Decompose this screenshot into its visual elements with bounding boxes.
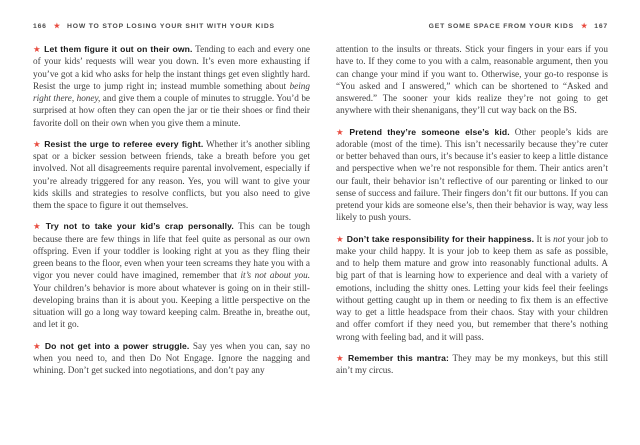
paragraph-lead: Let them figure it out on their own. xyxy=(44,44,193,54)
paragraph-body: It is xyxy=(534,233,554,244)
bullet-paragraph xyxy=(33,43,310,129)
paragraph-lead: Try not to take your kid’s crap personally. xyxy=(45,221,234,232)
bullet-paragraph xyxy=(336,233,608,343)
running-header-left xyxy=(33,22,310,30)
paragraph-body-italic: not xyxy=(553,233,565,244)
page-left xyxy=(33,22,310,376)
paragraph-lead: Don’t take responsibility for their happiness. xyxy=(346,233,535,244)
paragraph-body-italic: being right there, honey, xyxy=(33,80,310,103)
paragraph-body: your job to make your child happy. It is your job to keep them as safe as possible, and to help them mature and grow into reasonably functional adults. A big part of that is learning how to experience and deal with a variety of emotions, including the shitty ones. Letting your kids feel their feelings without getting caught up in them or needing to fix them is an effective way to get a little headspace from their chaos. Stay with your children and offer comfort if they need you, but remember that there’s nothing wrong with feeling bad, and it will pass. xyxy=(336,233,608,342)
star-bullet-icon: ★ xyxy=(33,44,42,54)
page-number: 166 xyxy=(33,23,47,30)
paragraph-body: Tending to each and every one of your kids’ requests will wear you down. It’s even more exhausting if you’ve got a kid who asks for help the instant things get even slightly hard. Resist the urge to jump right in; instead mumble something about xyxy=(33,44,310,91)
continuation-paragraph xyxy=(336,43,608,117)
paragraph-lead: Do not get into a power struggle. xyxy=(44,340,190,351)
bullet-paragraph xyxy=(336,352,608,377)
running-header-title: GET SOME SPACE FROM YOUR KIDS xyxy=(428,23,574,30)
running-header-title: HOW TO STOP LOSING YOUR SHIT WITH YOUR KIDS xyxy=(67,23,275,30)
paragraph-body-italic: it’s not about you. xyxy=(240,270,310,281)
page-number: 167 xyxy=(594,23,608,30)
paragraph-body: Whether it’s another sibling spat or a bicker session between friends, take a breath before you get involved. Not all disagreements require parental involvement, especially if you’re already triggered for any reason. Yes, you will want to give your kids skills and strategies to resolve conflicts, but you also need to give them the space to figure it out themselves. xyxy=(33,138,310,210)
bullet-paragraph xyxy=(336,126,608,224)
paragraph-body: Your children’s behavior is more about whatever is going on in their still-developing brains than it is about you. Keeping a little perspective on the situation will go a long way toward keeping calm. Breathe in, breathe out, and let it go. xyxy=(33,282,310,330)
star-icon: ★ xyxy=(580,23,588,30)
paragraph-body: This can be tough because there are few things in life that feel quite as personal as our own offspring. Even if your toddler is looking right at you as they fling their green beans to the floor, even when your teen screams they hate you with a vigor you never could have imagined, remember that xyxy=(33,221,310,281)
star-bullet-icon: ★ xyxy=(33,340,42,351)
paragraph-body: Say yes when you can, say no when you need to, and then Do Not Engage. Ignore the nagging and whining. Don’t get sucked into negotiations, and don’t pay any xyxy=(33,340,310,375)
bullet-paragraph xyxy=(33,220,310,330)
star-bullet-icon: ★ xyxy=(33,221,43,232)
star-bullet-icon: ★ xyxy=(336,126,347,137)
page-right xyxy=(336,22,608,376)
paragraph-lead: Resist the urge to referee every fight. xyxy=(44,138,204,149)
paragraph-body: attention to the insults or threats. Stick your fingers in your ears if you have to. If they come to you with a calm, reasonable argument, then you can change your mind if you want to. Otherwise, your go-to response is “You asked and I answered,” which can be shortened to “Asked and answered.” The sooner your kids realize they’re not going to get anywhere with their shenanigans, they’ll cut way back on the BS. xyxy=(336,44,608,116)
star-bullet-icon: ★ xyxy=(336,233,344,244)
paragraph-lead: Remember this mantra: xyxy=(348,352,449,363)
star-icon: ★ xyxy=(53,23,61,30)
paragraph-body: and give them a couple of minutes to struggle. You’d be surprised at how often they can open the jar or tie their shoes or find their favorite doll on their own when you give them a minute. xyxy=(33,93,310,128)
star-bullet-icon: ★ xyxy=(336,352,346,363)
page-body xyxy=(33,43,310,376)
bullet-paragraph xyxy=(33,340,310,377)
star-bullet-icon: ★ xyxy=(33,138,42,149)
paragraph-body: Other people’s kids are adorable (most of the time). This isn’t necessarily because they’re cuter or better behaved than ours, it’s because it’s easier to keep a little distance and perspective when we’re not responsible for them. Their antics aren’t our fault, their behavior isn’t reflective of our parenting or linked to our sense of success and failure. Their fingers don’t fit our buttons. If you can pretend your kids are someone else’s, then their behavior is way, way less likely to push yours. xyxy=(336,126,608,223)
running-header-right xyxy=(336,22,608,30)
paragraph-lead: Pretend they’re someone else’s kid. xyxy=(349,126,510,137)
page-body xyxy=(336,43,608,376)
bullet-paragraph xyxy=(33,138,310,212)
paragraph-body: They may be my monkeys, but this still ain’t my circus. xyxy=(336,352,608,375)
